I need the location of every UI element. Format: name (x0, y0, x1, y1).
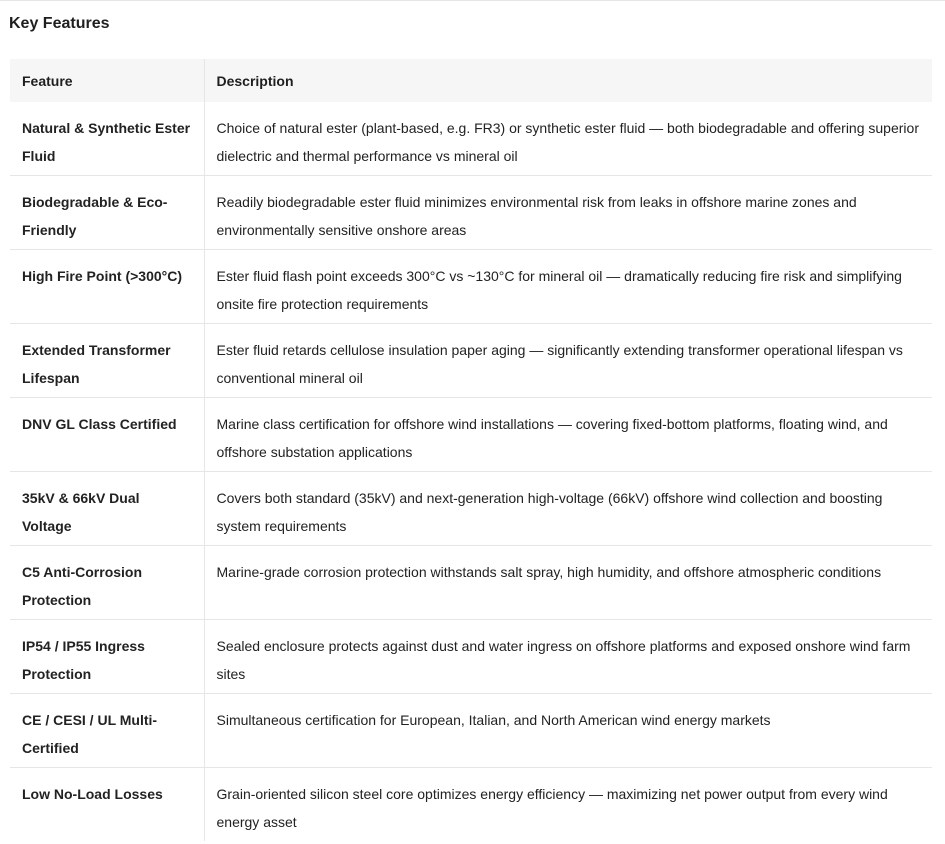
column-header-description: Description (204, 59, 932, 102)
description-cell: Marine class certification for offshore wind installations — covering fixed-bottom platforms, floating wind, and offshore substation applications (204, 398, 932, 472)
feature-cell: Extended Transformer Lifespan (10, 324, 204, 398)
table-header-row (10, 59, 932, 102)
table-row (10, 546, 932, 620)
column-header-feature: Feature (10, 59, 204, 102)
feature-cell: High Fire Point (>300°C) (10, 250, 204, 324)
table-row (10, 250, 932, 324)
table-row (10, 768, 932, 842)
table-row (10, 472, 932, 546)
description-cell: Simultaneous certification for European, Italian, and North American wind energy markets (204, 694, 932, 768)
description-cell: Ester fluid flash point exceeds 300°C vs ~130°C for mineral oil — dramatically reducing fire risk and simplifying onsite fire protection requirements (204, 250, 932, 324)
description-cell: Choice of natural ester (plant-based, e.g. FR3) or synthetic ester fluid — both biodegradable and offering superior dielectric and thermal performance vs mineral oil (216, 120, 919, 164)
table-row (10, 620, 932, 694)
section-title: Key Features (9, 15, 110, 32)
table-row (10, 102, 932, 176)
table-row (10, 176, 932, 250)
feature-cell: Low No-Load Losses (10, 768, 204, 842)
features-table (10, 59, 932, 841)
feature-cell: C5 Anti-Corrosion Protection (10, 546, 204, 620)
feature-cell: IP54 / IP55 Ingress Protection (10, 620, 204, 694)
table-row (10, 694, 932, 768)
feature-cell: Natural & Synthetic Ester Fluid (10, 102, 204, 176)
description-cell: Ester fluid retards cellulose insulation paper aging — significantly extending transformer operational lifespan vs conventional mineral oil (204, 324, 932, 398)
table-row (10, 324, 932, 398)
feature-cell: Biodegradable & Eco-Friendly (10, 176, 204, 250)
description-cell: Sealed enclosure protects against dust and water ingress on offshore platforms and exposed onshore wind farm sites (204, 620, 932, 694)
description-cell: Marine-grade corrosion protection withstands salt spray, high humidity, and offshore atmospheric conditions (204, 546, 932, 620)
table-row (10, 398, 932, 472)
description-cell: Covers both standard (35kV) and next-generation high-voltage (66kV) offshore wind collection and boosting system requirements (204, 472, 932, 546)
top-divider (0, 0, 945, 1)
feature-cell: 35kV & 66kV Dual Voltage (10, 472, 204, 546)
description-cell: Readily biodegradable ester fluid minimizes environmental risk from leaks in offshore marine zones and environmentally sensitive onshore areas (204, 176, 932, 250)
description-cell: Grain-oriented silicon steel core optimizes energy efficiency — maximizing net power output from every wind energy asset (204, 768, 932, 842)
feature-cell: DNV GL Class Certified (10, 398, 204, 472)
feature-cell: CE / CESI / UL Multi-Certified (10, 694, 204, 768)
